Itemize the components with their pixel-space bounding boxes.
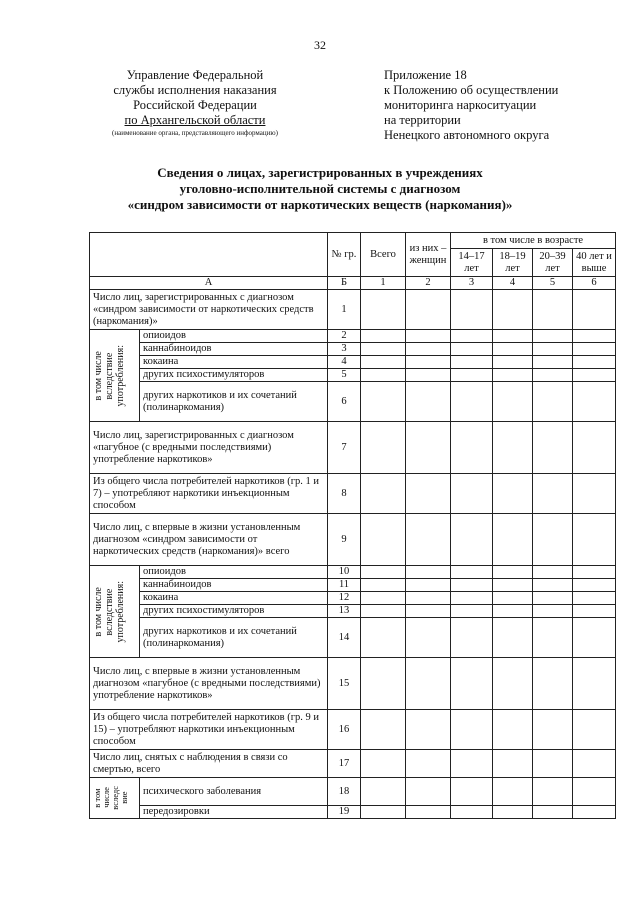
row-label: Число лиц, зарегистрированных с диагнозом «синдром зависимости от наркотических средств (наркомания)» <box>90 290 328 330</box>
data-cell[interactable] <box>493 422 533 474</box>
table-row <box>90 422 616 474</box>
header-age-20-39: 20–39 лет <box>533 249 573 277</box>
data-cell[interactable] <box>493 343 533 356</box>
row-number: 7 <box>328 422 361 474</box>
data-cell[interactable] <box>451 710 493 750</box>
group-label-cell <box>90 330 140 422</box>
data-cell[interactable] <box>573 750 616 778</box>
appendix-line-4: на территории <box>384 113 461 127</box>
table-row <box>90 778 616 806</box>
data-cell[interactable] <box>533 474 573 514</box>
data-cell[interactable] <box>361 605 406 618</box>
data-cell[interactable] <box>406 330 451 343</box>
appendix-line-1: Приложение 18 <box>384 68 467 82</box>
data-cell[interactable] <box>406 369 451 382</box>
row-label: психического заболевания <box>140 778 328 806</box>
data-cell[interactable] <box>493 356 533 369</box>
data-cell[interactable] <box>451 474 493 514</box>
data-cell[interactable] <box>533 422 573 474</box>
data-cell[interactable] <box>573 605 616 618</box>
group-label-cell <box>90 778 140 819</box>
table-row <box>90 806 616 819</box>
data-cell[interactable] <box>406 605 451 618</box>
appendix-line-2: к Положению об осуществлении <box>384 83 559 97</box>
header-total: Всего <box>361 233 406 277</box>
data-cell[interactable] <box>451 422 493 474</box>
row-label: каннабиноидов <box>140 579 328 592</box>
data-cell[interactable] <box>573 778 616 806</box>
data-cell[interactable] <box>361 579 406 592</box>
data-cell[interactable] <box>573 369 616 382</box>
data-cell[interactable] <box>573 658 616 710</box>
data-cell[interactable] <box>361 290 406 330</box>
data-cell[interactable] <box>573 806 616 819</box>
data-cell[interactable] <box>361 778 406 806</box>
data-cell[interactable] <box>493 658 533 710</box>
data-cell[interactable] <box>451 290 493 330</box>
row-number: 5 <box>328 369 361 382</box>
title-line-2: уголовно-исполнительной системы с диагнозом <box>179 181 461 196</box>
data-cell[interactable] <box>451 658 493 710</box>
data-cell[interactable] <box>573 422 616 474</box>
row-number: 11 <box>328 579 361 592</box>
table-row <box>90 605 616 618</box>
data-cell[interactable] <box>573 514 616 566</box>
data-cell[interactable] <box>493 806 533 819</box>
data-cell[interactable] <box>573 592 616 605</box>
header-blank <box>90 233 328 277</box>
row-label: Число лиц, снятых с наблюдения в связи со смертью, всего <box>90 750 328 778</box>
data-cell[interactable] <box>573 356 616 369</box>
data-cell[interactable] <box>406 474 451 514</box>
row-label: опиоидов <box>140 566 328 579</box>
table-row <box>90 382 616 422</box>
row-number: 14 <box>328 618 361 658</box>
data-cell[interactable] <box>573 330 616 343</box>
row-label: Из общего числа потребителей наркотиков (гр. 9 и 15) – употребляют наркотики инъекционным способом <box>90 710 328 750</box>
data-cell[interactable] <box>451 605 493 618</box>
title-line-1: Сведения о лицах, зарегистрированных в учреждениях <box>157 165 483 180</box>
table-row <box>90 566 616 579</box>
group-label-b: в том числе вследс вие <box>92 786 129 810</box>
appendix-line-3: мониторинга наркоситуации <box>384 98 537 112</box>
row-number: 12 <box>328 592 361 605</box>
data-cell[interactable] <box>451 382 493 422</box>
data-cell[interactable] <box>361 356 406 369</box>
row-label: передозировки <box>140 806 328 819</box>
data-cell[interactable] <box>533 290 573 330</box>
row-number: 9 <box>328 514 361 566</box>
data-cell[interactable] <box>361 422 406 474</box>
header-age-14-17: 14–17 лет <box>451 249 493 277</box>
row-label: Число лиц, зарегистрированных с диагнозом «пагубное (с вредными последствиями) употребление наркотиков» <box>90 422 328 474</box>
header-age-40-plus: 40 лет и выше <box>573 249 616 277</box>
data-cell[interactable] <box>533 343 573 356</box>
data-cell[interactable] <box>533 658 573 710</box>
data-cell[interactable] <box>451 330 493 343</box>
data-cell[interactable] <box>406 658 451 710</box>
table-row <box>90 343 616 356</box>
data-cell[interactable] <box>493 514 533 566</box>
table-row <box>90 369 616 382</box>
data-cell[interactable] <box>493 750 533 778</box>
data-cell[interactable] <box>493 710 533 750</box>
data-cell[interactable] <box>361 369 406 382</box>
data-cell[interactable] <box>573 710 616 750</box>
row-number: 13 <box>328 605 361 618</box>
row-label: других психостимуляторов <box>140 369 328 382</box>
data-cell[interactable] <box>406 579 451 592</box>
code-cell: 1 <box>361 277 406 290</box>
report-table <box>89 232 616 819</box>
code-cell: А <box>90 277 328 290</box>
table-row <box>90 750 616 778</box>
code-cell: 5 <box>533 277 573 290</box>
row-label: Из общего числа потребителей наркотиков (гр. 1 и 7) – употребляют наркотики инъекционным способом <box>90 474 328 514</box>
data-cell[interactable] <box>451 369 493 382</box>
data-cell[interactable] <box>361 343 406 356</box>
data-cell[interactable] <box>493 330 533 343</box>
code-cell: 2 <box>406 277 451 290</box>
row-number: 1 <box>328 290 361 330</box>
data-cell[interactable] <box>361 618 406 658</box>
data-cell[interactable] <box>493 290 533 330</box>
data-cell[interactable] <box>533 806 573 819</box>
group-label-cell <box>90 566 140 658</box>
data-cell[interactable] <box>451 778 493 806</box>
title-line-3: «синдром зависимости от наркотических веществ (наркомания)» <box>127 197 513 212</box>
row-label: Число лиц, с впервые в жизни установленным диагнозом «синдром зависимости от наркотических средств (наркомания)» всего <box>90 514 328 566</box>
data-cell[interactable] <box>361 750 406 778</box>
data-cell[interactable] <box>493 605 533 618</box>
data-cell[interactable] <box>573 474 616 514</box>
row-number: 10 <box>328 566 361 579</box>
row-number: 16 <box>328 710 361 750</box>
table-row <box>90 290 616 330</box>
table-row <box>90 356 616 369</box>
data-cell[interactable] <box>406 710 451 750</box>
table-row <box>90 514 616 566</box>
data-cell[interactable] <box>533 330 573 343</box>
data-cell[interactable] <box>533 778 573 806</box>
data-cell[interactable] <box>573 566 616 579</box>
data-cell[interactable] <box>493 618 533 658</box>
data-cell[interactable] <box>406 778 451 806</box>
org-line-2: службы исполнения наказания <box>113 83 277 97</box>
row-label: других психостимуляторов <box>140 605 328 618</box>
row-number: 3 <box>328 343 361 356</box>
row-label: кокаина <box>140 356 328 369</box>
header-age-group: в том числе в возрасте <box>451 233 616 249</box>
data-cell[interactable] <box>361 514 406 566</box>
row-label: каннабиноидов <box>140 343 328 356</box>
data-cell[interactable] <box>451 579 493 592</box>
data-cell[interactable] <box>406 592 451 605</box>
table-row <box>90 474 616 514</box>
row-number: 15 <box>328 658 361 710</box>
table-row <box>90 330 616 343</box>
data-cell[interactable] <box>533 566 573 579</box>
data-cell[interactable] <box>533 514 573 566</box>
data-cell[interactable] <box>406 382 451 422</box>
data-cell[interactable] <box>493 579 533 592</box>
table-row <box>90 618 616 658</box>
data-cell[interactable] <box>406 806 451 819</box>
row-label: опиоидов <box>140 330 328 343</box>
row-label: Число лиц, с впервые в жизни установленным диагнозом «пагубное (с вредными последствиями) употребление наркотиков» <box>90 658 328 710</box>
page-number: 32 <box>314 38 326 52</box>
data-cell[interactable] <box>533 750 573 778</box>
data-cell[interactable] <box>451 592 493 605</box>
appendix-block <box>384 68 624 143</box>
row-number: 2 <box>328 330 361 343</box>
data-cell[interactable] <box>533 356 573 369</box>
data-cell[interactable] <box>361 806 406 819</box>
data-cell[interactable] <box>406 618 451 658</box>
header-age-18-19: 18–19 лет <box>493 249 533 277</box>
data-cell[interactable] <box>361 474 406 514</box>
row-number: 6 <box>328 382 361 422</box>
table-row <box>90 592 616 605</box>
data-cell[interactable] <box>406 514 451 566</box>
table-row <box>90 658 616 710</box>
data-cell[interactable] <box>573 382 616 422</box>
data-cell[interactable] <box>533 369 573 382</box>
org-note: (наименование органа, представляющего информацию) <box>112 129 278 137</box>
org-line-1: Управление Федеральной <box>126 68 264 82</box>
row-number: 18 <box>328 778 361 806</box>
row-number: 8 <box>328 474 361 514</box>
data-cell[interactable] <box>451 343 493 356</box>
data-cell[interactable] <box>493 369 533 382</box>
data-cell[interactable] <box>361 566 406 579</box>
data-cell[interactable] <box>533 579 573 592</box>
data-cell[interactable] <box>451 618 493 658</box>
data-cell[interactable] <box>493 382 533 422</box>
data-cell[interactable] <box>573 579 616 592</box>
row-number: 19 <box>328 806 361 819</box>
data-cell[interactable] <box>406 566 451 579</box>
code-cell: 4 <box>493 277 533 290</box>
data-cell[interactable] <box>361 592 406 605</box>
appendix-line-5: Ненецкого автономного округа <box>384 128 550 142</box>
group-label-a: в том числе вследствие употребления: <box>93 344 126 407</box>
data-cell[interactable] <box>406 290 451 330</box>
group-label-a-repeat: в том числе вследствие употребления: <box>93 580 126 643</box>
data-cell[interactable] <box>493 592 533 605</box>
organization-block <box>75 68 315 138</box>
header-women: из них – женщин <box>406 233 451 277</box>
data-cell[interactable] <box>361 710 406 750</box>
data-cell[interactable] <box>451 806 493 819</box>
data-cell[interactable] <box>573 343 616 356</box>
data-cell[interactable] <box>406 750 451 778</box>
data-cell[interactable] <box>533 618 573 658</box>
data-cell[interactable] <box>533 382 573 422</box>
table-row <box>90 710 616 750</box>
data-cell[interactable] <box>451 750 493 778</box>
data-cell[interactable] <box>451 356 493 369</box>
code-row <box>90 277 616 290</box>
data-cell[interactable] <box>406 356 451 369</box>
data-cell[interactable] <box>451 566 493 579</box>
data-cell[interactable] <box>573 290 616 330</box>
data-cell[interactable] <box>406 422 451 474</box>
org-line-3: Российской Федерации <box>133 98 257 112</box>
code-cell: 3 <box>451 277 493 290</box>
data-cell[interactable] <box>533 710 573 750</box>
code-cell: Б <box>328 277 361 290</box>
header-num: № гр. <box>328 233 361 277</box>
data-cell[interactable] <box>361 658 406 710</box>
org-line-4: по Архангельской области <box>124 113 266 127</box>
data-cell[interactable] <box>361 330 406 343</box>
data-cell[interactable] <box>406 343 451 356</box>
row-label: кокаина <box>140 592 328 605</box>
row-label: других наркотиков и их сочетаний (полинаркомания) <box>140 618 328 658</box>
document-title <box>60 165 580 213</box>
data-cell[interactable] <box>573 618 616 658</box>
data-cell[interactable] <box>493 566 533 579</box>
data-cell[interactable] <box>533 605 573 618</box>
data-cell[interactable] <box>451 514 493 566</box>
code-cell: 6 <box>573 277 616 290</box>
row-number: 17 <box>328 750 361 778</box>
data-cell[interactable] <box>361 382 406 422</box>
data-cell[interactable] <box>493 778 533 806</box>
data-cell[interactable] <box>533 592 573 605</box>
row-number: 4 <box>328 356 361 369</box>
table-row <box>90 579 616 592</box>
data-cell[interactable] <box>493 474 533 514</box>
row-label: других наркотиков и их сочетаний (полинаркомания) <box>140 382 328 422</box>
